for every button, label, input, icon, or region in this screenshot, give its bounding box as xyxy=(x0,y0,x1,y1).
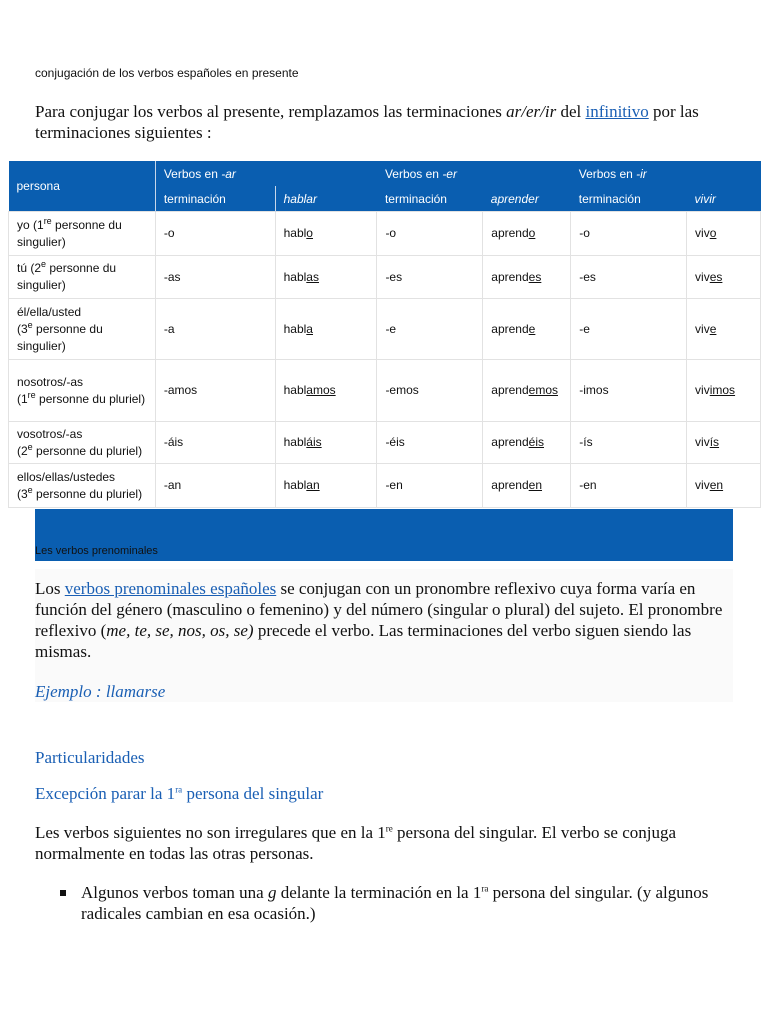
bullet-list xyxy=(60,882,740,924)
particularidades-heading: Particularidades xyxy=(35,748,145,767)
conjugated-form-cell: aprenden xyxy=(483,464,571,508)
ending-cell: -o xyxy=(155,212,275,256)
table-row xyxy=(9,299,761,360)
ending-cell: -imos xyxy=(571,360,687,422)
conjugated-form-cell: vivís xyxy=(687,422,761,464)
exception-paragraph: Les verbos siguientes no son irregulares que en la 1re persona del singular. El verbo se conjuga normalmente en todas las otras personas. xyxy=(35,823,677,863)
document-title: conjugación de los verbos españoles en presente xyxy=(35,66,299,80)
table-row xyxy=(9,212,761,256)
header-group-ar: Verbos en -ar xyxy=(155,161,377,186)
prenominal-paragraph: Los verbos prenominales españoles se conjugan con un pronombre reflexivo cuya forma varía en función del género (masculino o femenino) y del número (singular o plural) del sujeto. El pronombre reflexivo (me, te, se, nos, os, se) precede el verbo. Las terminaciones del verbo siguen siendo las mismas. xyxy=(35,579,723,661)
conjugated-form-cell: viven xyxy=(687,464,761,508)
exception-subheading: Excepción parar la $1^{ra}$ persona del singular xyxy=(35,784,324,803)
conjugated-form-cell: aprendéis xyxy=(483,422,571,464)
conjugated-form-cell: habla xyxy=(275,299,377,360)
ending-cell: -e xyxy=(377,299,483,360)
ending-cell: -amos xyxy=(155,360,275,422)
section-band-label: Les verbos prenominales xyxy=(35,545,158,557)
conjugated-form-cell: vivimos xyxy=(687,360,761,422)
ending-cell: -ís xyxy=(571,422,687,464)
conjugated-form-cell: habláis xyxy=(275,422,377,464)
bullet-square-icon xyxy=(60,890,66,896)
conjugated-form-cell: aprendemos xyxy=(483,360,571,422)
persona-cell: yo (1re personne du singulier) xyxy=(9,212,156,256)
header-group-ir: Verbos en -ir xyxy=(571,161,761,186)
ending-cell: -en xyxy=(571,464,687,508)
ending-cell: -a xyxy=(155,299,275,360)
table-row xyxy=(9,422,761,464)
subheader-verb: vivir xyxy=(687,186,761,212)
endings-italic: ar/er/ir xyxy=(506,102,557,121)
conjugation-table xyxy=(8,161,761,508)
ending-cell: -as xyxy=(155,256,275,299)
ending-cell: -emos xyxy=(377,360,483,422)
subheader-verb: hablar xyxy=(275,186,377,212)
subheader-terminacion: terminación xyxy=(155,186,275,212)
subheader-terminacion: terminación xyxy=(377,186,483,212)
ending-cell: -es xyxy=(377,256,483,299)
persona-cell: nosotros/-as (1re personne du pluriel) xyxy=(9,360,156,422)
ending-cell: -an xyxy=(155,464,275,508)
header-group-er: Verbos en -er xyxy=(377,161,571,186)
ending-cell: -en xyxy=(377,464,483,508)
conjugated-form-cell: hablo xyxy=(275,212,377,256)
conjugated-form-cell: hablamos xyxy=(275,360,377,422)
conjugated-form-cell: hablan xyxy=(275,464,377,508)
persona-cell: ellos/ellas/ustedes (3e personne du pluriel) xyxy=(9,464,156,508)
conjugated-form-cell: hablas xyxy=(275,256,377,299)
conjugated-form-cell: vives xyxy=(687,256,761,299)
subheader-verb: aprender xyxy=(483,186,571,212)
ending-cell: -es xyxy=(571,256,687,299)
intro-paragraph: Para conjugar los verbos al presente, remplazamos las terminaciones ar/er/ir del infinitivo por las terminaciones siguientes : xyxy=(35,102,699,142)
ending-cell: -e xyxy=(571,299,687,360)
table-row xyxy=(9,360,761,422)
conjugated-form-cell: vive xyxy=(687,299,761,360)
table-row xyxy=(9,464,761,508)
table-row xyxy=(9,256,761,299)
prenominal-verbs-link[interactable]: verbos prenominales españoles xyxy=(64,579,277,598)
ending-cell: -o xyxy=(377,212,483,256)
ejemplo-heading: Ejemplo : llamarse xyxy=(35,682,166,701)
conjugated-form-cell: aprendo xyxy=(483,212,571,256)
infinitivo-link[interactable]: infinitivo xyxy=(585,102,649,121)
persona-cell: tú (2e personne du singulier) xyxy=(9,256,156,299)
ending-cell: -o xyxy=(571,212,687,256)
persona-cell: vosotros/-as (2e personne du pluriel) xyxy=(9,422,156,464)
conjugated-form-cell: vivo xyxy=(687,212,761,256)
subheader-terminacion: terminación xyxy=(571,186,687,212)
ending-cell: -éis xyxy=(377,422,483,464)
list-item: Algunos verbos toman una g delante la terminación en la $1^{ra}$ persona del singular. (y algunos radicales cambian en esa ocasión.) xyxy=(60,882,740,924)
header-persona: persona xyxy=(9,161,156,212)
persona-cell: él/ella/usted (3e personne du singulier) xyxy=(9,299,156,360)
ending-cell: -áis xyxy=(155,422,275,464)
conjugated-form-cell: aprendes xyxy=(483,256,571,299)
conjugated-form-cell: aprende xyxy=(483,299,571,360)
